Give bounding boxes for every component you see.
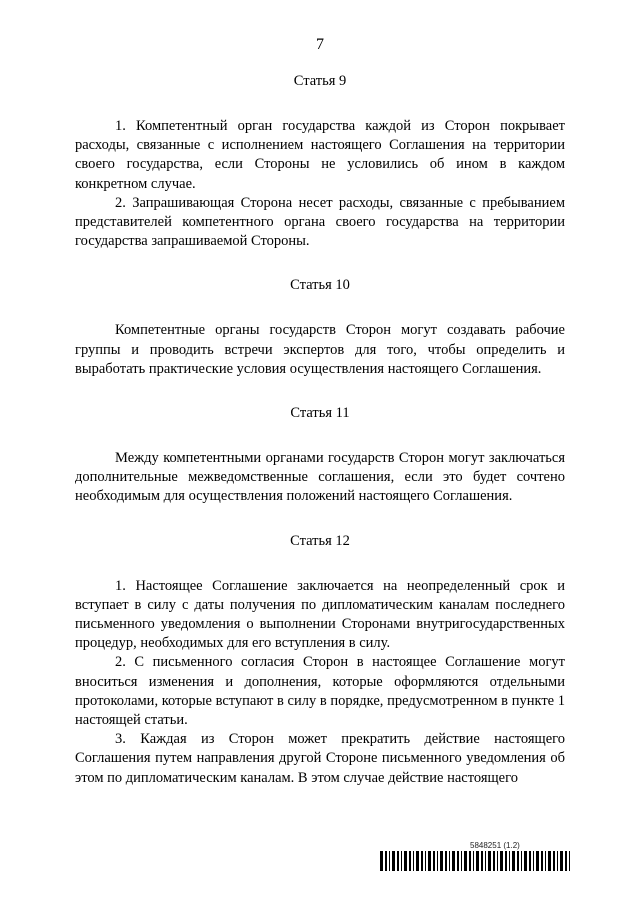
article-12-paragraph-3: 3. Каждая из Сторон может прекратить действие настоящего Соглашения путем направления другой Стороне письменного уведомления об этом по дипломатическим каналам. В этом случае действие настоящего [75,731,565,786]
article-11-title: Статья 11 [290,405,350,422]
page-number: 7 [316,36,324,53]
barcode-icon [380,851,572,871]
article-9-paragraph-2: 2. Запрашивающая Сторона несет расходы, связанные с пребыванием представителей компетентного органа своего государства на территории государства запрашиваемой Стороны. [75,194,565,250]
article-12-paragraph-1: 1. Настоящее Соглашение заключается на неопределенный срок и вступает в силу с даты получения по дипломатическим каналам последнего письменного уведомления о выполнении Сторонами внутригосударственных процедур, необходимых для его вступления в силу. [75,577,565,652]
document-body [75,71,565,788]
article-10-title: Статья 10 [290,277,350,294]
article-10-paragraph-1: Компетентные органы государств Сторон могут создавать рабочие группы и проводить встречи экспертов для того, чтобы определить и выработать практические условия осуществления настоящего Соглашения. [75,322,565,377]
article-12-paragraph-2: 2. С письменного согласия Сторон в настоящее Соглашение могут вноситься изменения и дополнения, которые оформляются отдельными протоколами, которые вступают в силу в порядке, предусмотренном в пункте 1 настоящей статьи. [75,654,565,729]
document-code: 5848251 (1.2) [470,841,520,850]
article-12-title: Статья 12 [290,532,350,549]
article-11-paragraph-1: Между компетентными органами государств Сторон могут заключаться дополнительные межведомственные соглашения, если это будет сочтено необходимым для осуществления положений настоящего Соглашения. [75,450,565,505]
article-9-paragraph-1: 1. Компетентный орган государства каждой из Сторон покрывает расходы, связанные с исполнением настоящего Соглашения на территории своего государства, если Стороны не условились об ином в каждом конкретном случае. [75,118,565,192]
article-9-title: Статья 9 [293,73,347,89]
